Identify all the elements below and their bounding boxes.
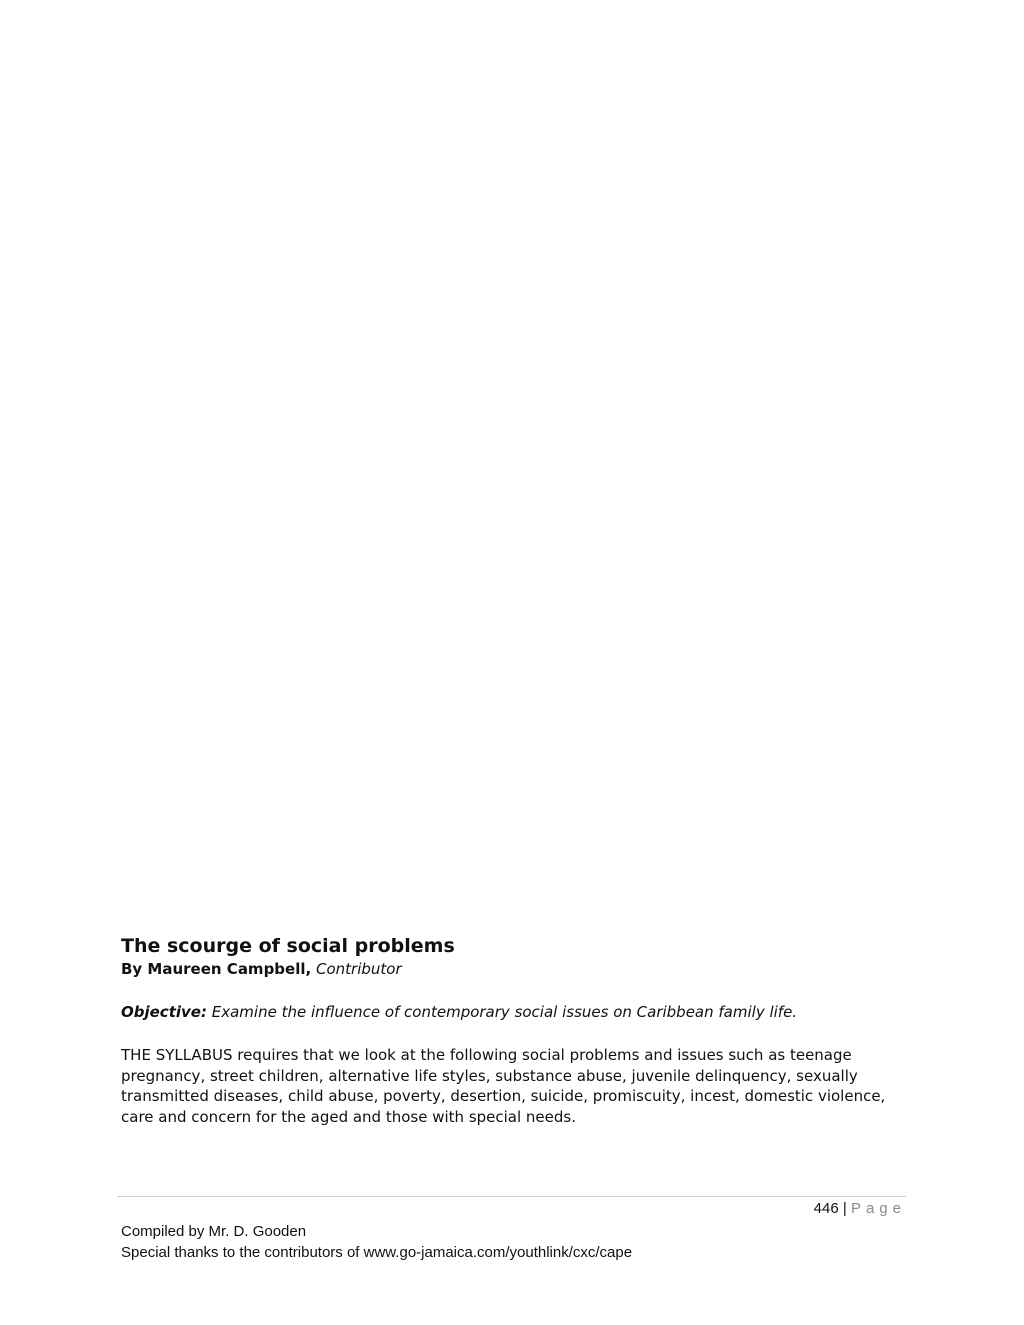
article	[121, 933, 911, 1127]
page-separator: |	[842, 1200, 847, 1217]
byline-author: By Maureen Campbell,	[121, 960, 312, 978]
objective-label: Objective:	[121, 1003, 207, 1021]
page-label: Page	[850, 1200, 906, 1217]
article-body: THE SYLLABUS requires that we look at the following social problems and issues such as teenage pregnancy, street children, alternative life styles, substance abuse, juvenile delinquency, sexually transmitted diseases, child abuse, poverty, desertion, suicide, promiscuity, incest, domestic violence, care and concern for the aged and those with special needs.	[121, 1046, 886, 1126]
compiled-by: Compiled by Mr. D. Gooden	[121, 1223, 307, 1240]
article-title: The scourge of social problems	[121, 935, 455, 957]
page-number: 446	[813, 1200, 839, 1217]
page-number-block	[814, 1199, 906, 1219]
objective-text: Examine the influence of contemporary social issues on Caribbean family life.	[211, 1003, 798, 1021]
objective	[121, 1002, 911, 1022]
byline-role: Contributor	[315, 960, 402, 978]
footer-credits	[121, 1221, 632, 1263]
footer-divider	[117, 1196, 906, 1197]
thanks-line: Special thanks to the contributors of www.go-jamaica.com/youthlink/cxc/cape	[121, 1244, 633, 1261]
byline	[121, 959, 911, 979]
